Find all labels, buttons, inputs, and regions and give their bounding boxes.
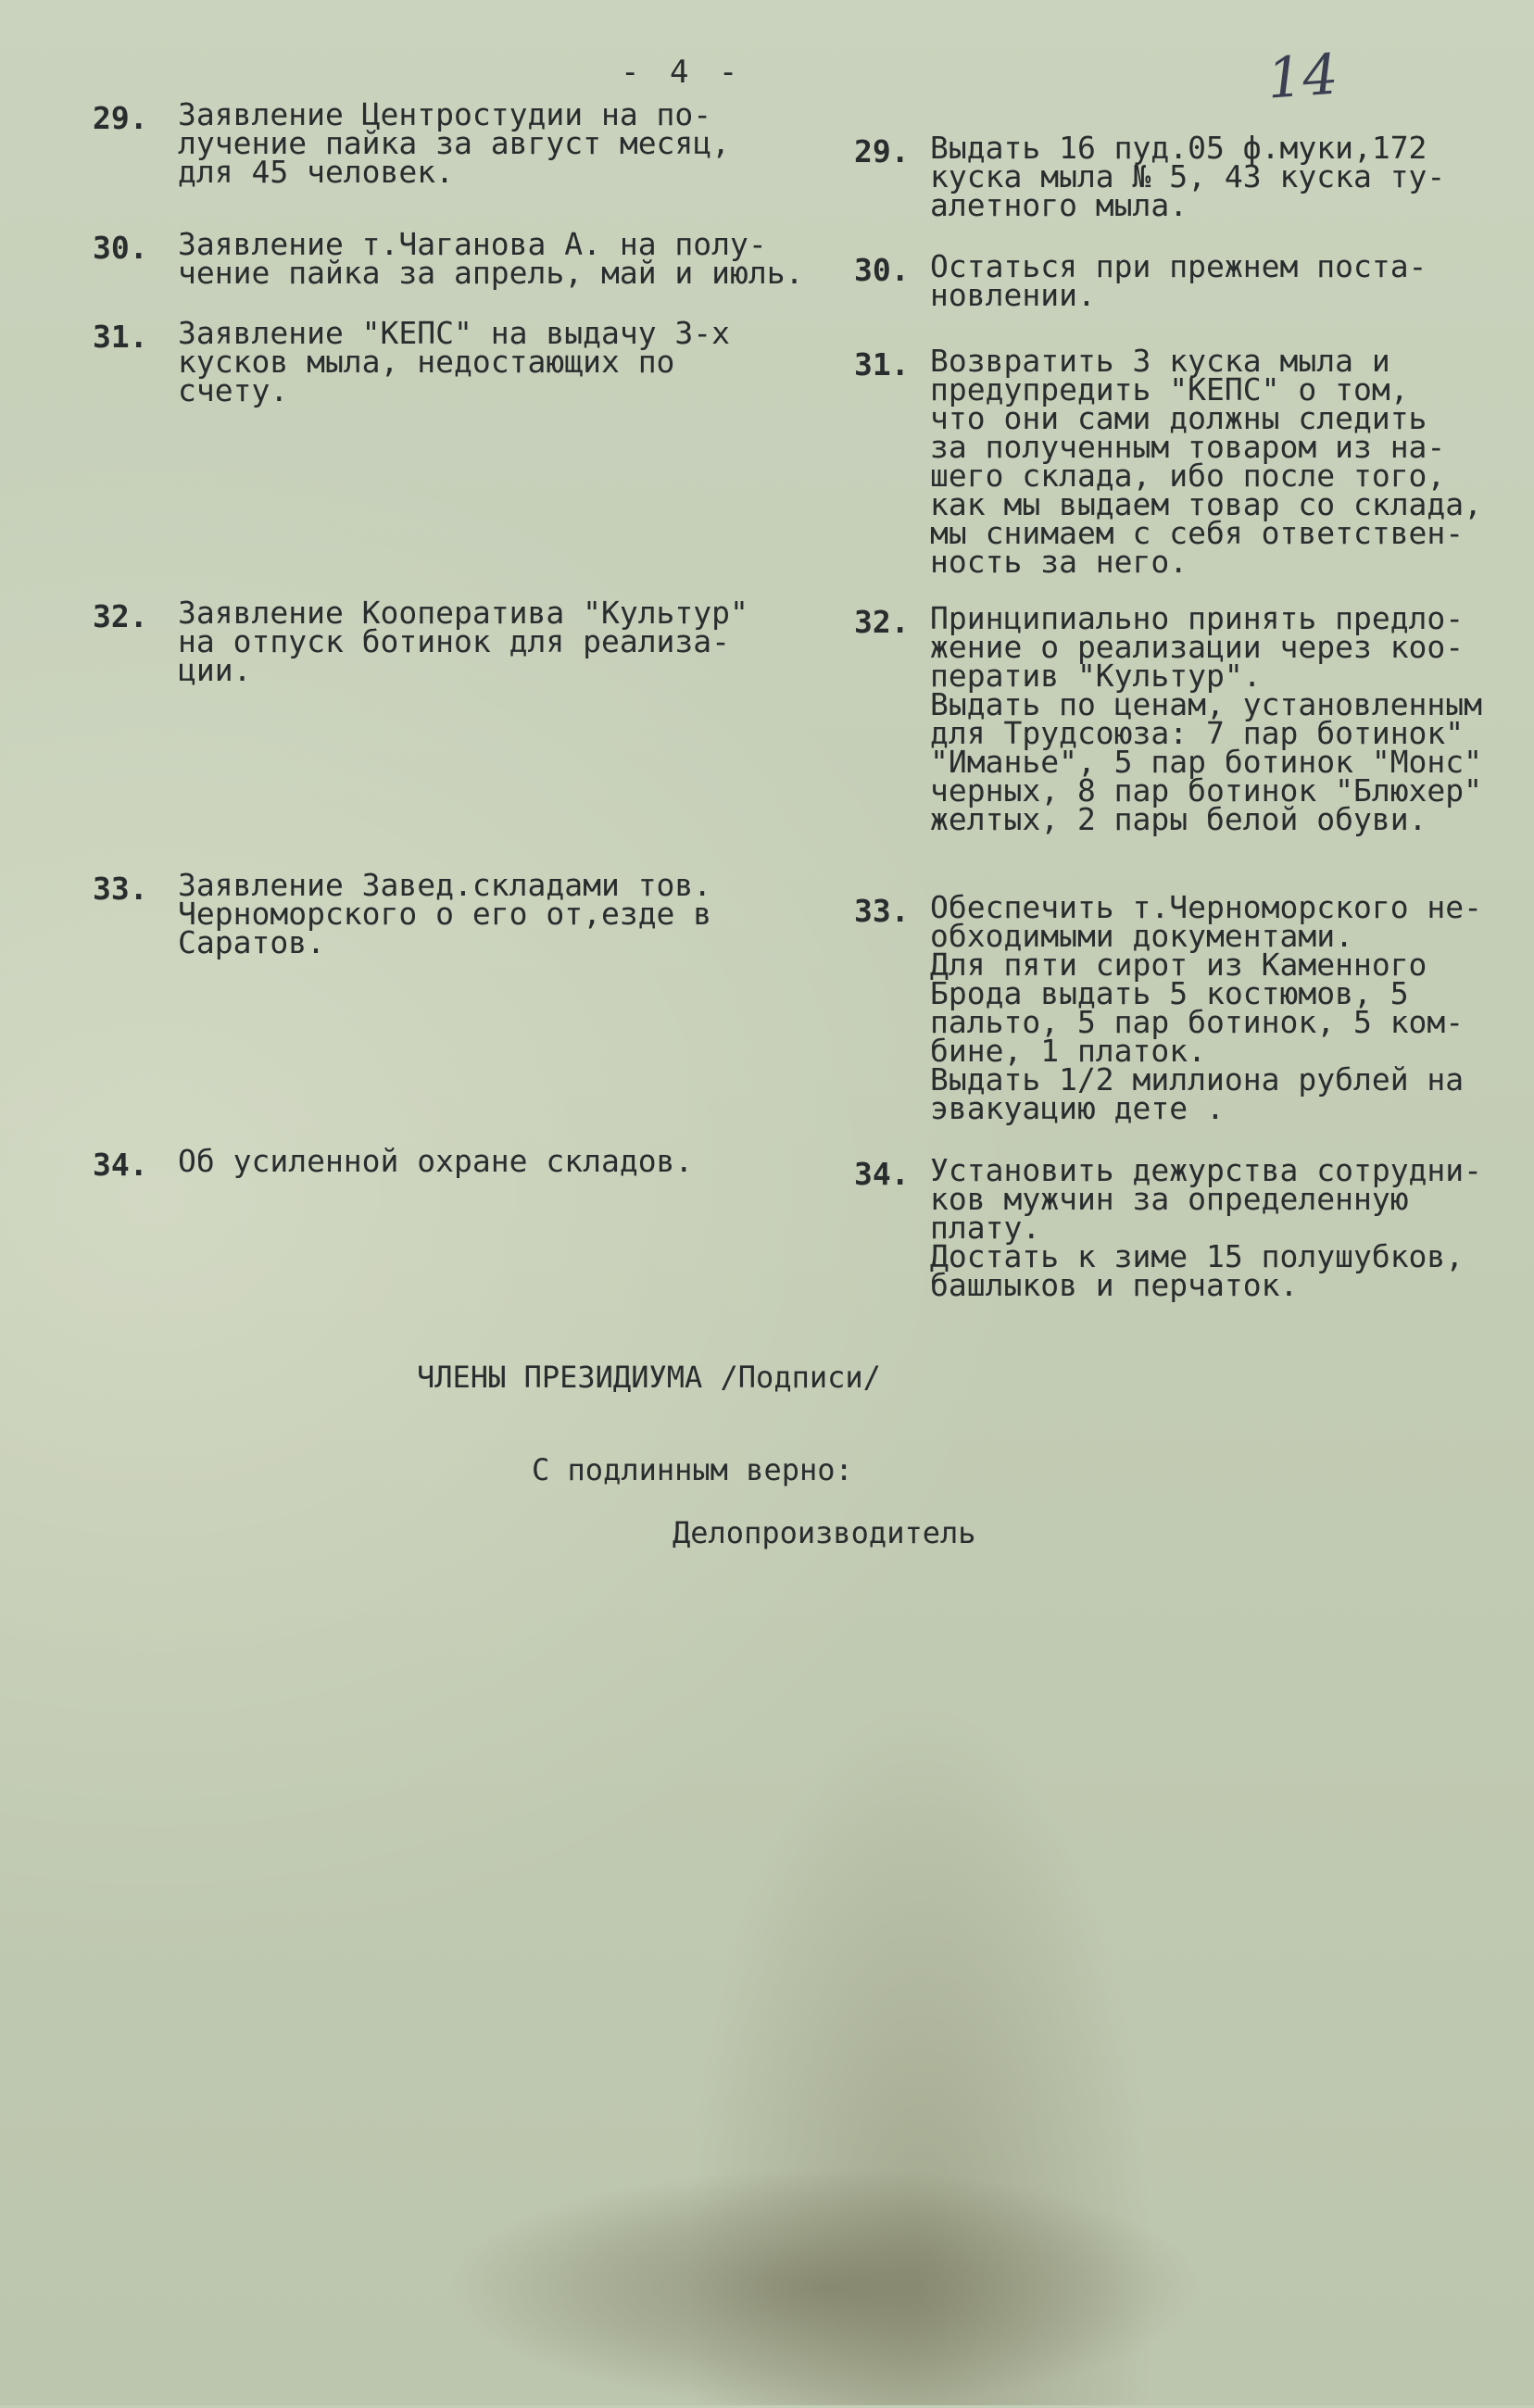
presidium-signatures: ЧЛЕНЫ ПРЕЗИДИУМА /Подписи/ [417,1360,881,1395]
page-number: - 4 - [621,54,744,91]
item-request: Заявление Центростудии на по- лучение пайка за август месяц, для 45 человек. [178,96,731,190]
item-decision: Установить дежурства сотрудни- ков мужчин за определенную плату. Достать к зиме 15 полушубков, башлыков и перчаток. [930,1152,1483,1303]
item-number: 34. [93,1147,148,1183]
item-request: Заявление Завед.складами тов. Черноморского о его от,езде в Саратов. [178,867,712,960]
item-decision: Остаться при прежнем поста- новлении. [930,248,1427,313]
archive-sheet-mark: 14 [1264,42,1340,112]
decision-number: 34. [854,1156,910,1192]
item-decision: Выдать 16 пуд.05 ф.муки,172 куска мыла № 5, 43 куска ту- алетного мыла. [930,130,1446,223]
water-stain [445,2167,1204,2408]
item-number: 31. [93,319,148,355]
decision-number: 32. [854,604,910,640]
item-decision: Обеспечить т.Черноморского не- обходимыми документами. Для пяти сирот из Каменного Брода выдать 5 костюмов, 5 пальто, 5 пар ботинок, 5 ком- бине, 1 платок. Выдать 1/2 миллиона рублей на эвакуацию дете . [930,889,1483,1126]
clerk-title: Делопроизводитель [673,1515,976,1550]
item-request: Заявление Кооператива "Культур" на отпуск ботинок для реализа- ции. [178,595,748,688]
item-number: 33. [93,871,148,907]
item-request: Заявление т.Чаганова А. на полу- чение пайка за апрель, май и июль. [178,226,804,291]
item-request: Об усиленной охране складов. [178,1143,694,1179]
item-decision: Возвратить 3 куска мыла и предупредить "КЕПС" о том, что они сами должны следить за полученным товаром из на- шего склада, ибо после того, как мы выдаем товар со склада, мы снимаем с себя ответствен- ность за него. [930,343,1483,580]
decision-number: 31. [854,346,910,383]
item-number: 30. [93,230,148,266]
item-decision: Принципиально принять предло- жение о реализации через коо- ператив "Культур". Выдать по ценам, установленным для Трудсоюза: 7 пар ботинок" "Иманье", 5 пар ботинок "Монс" черных, 8 пар ботинок "Блюхер" желтых, 2 пары белой обуви. [930,600,1483,837]
item-number: 32. [93,598,148,634]
item-request: Заявление "КЕПС" на выдачу 3-х кусков мыла, недостающих по счету. [178,315,731,408]
certification-line: С подлинным верно: [532,1452,853,1487]
decision-number: 33. [854,893,910,929]
decision-number: 29. [854,133,910,169]
item-number: 29. [93,100,148,136]
decision-number: 30. [854,252,910,288]
